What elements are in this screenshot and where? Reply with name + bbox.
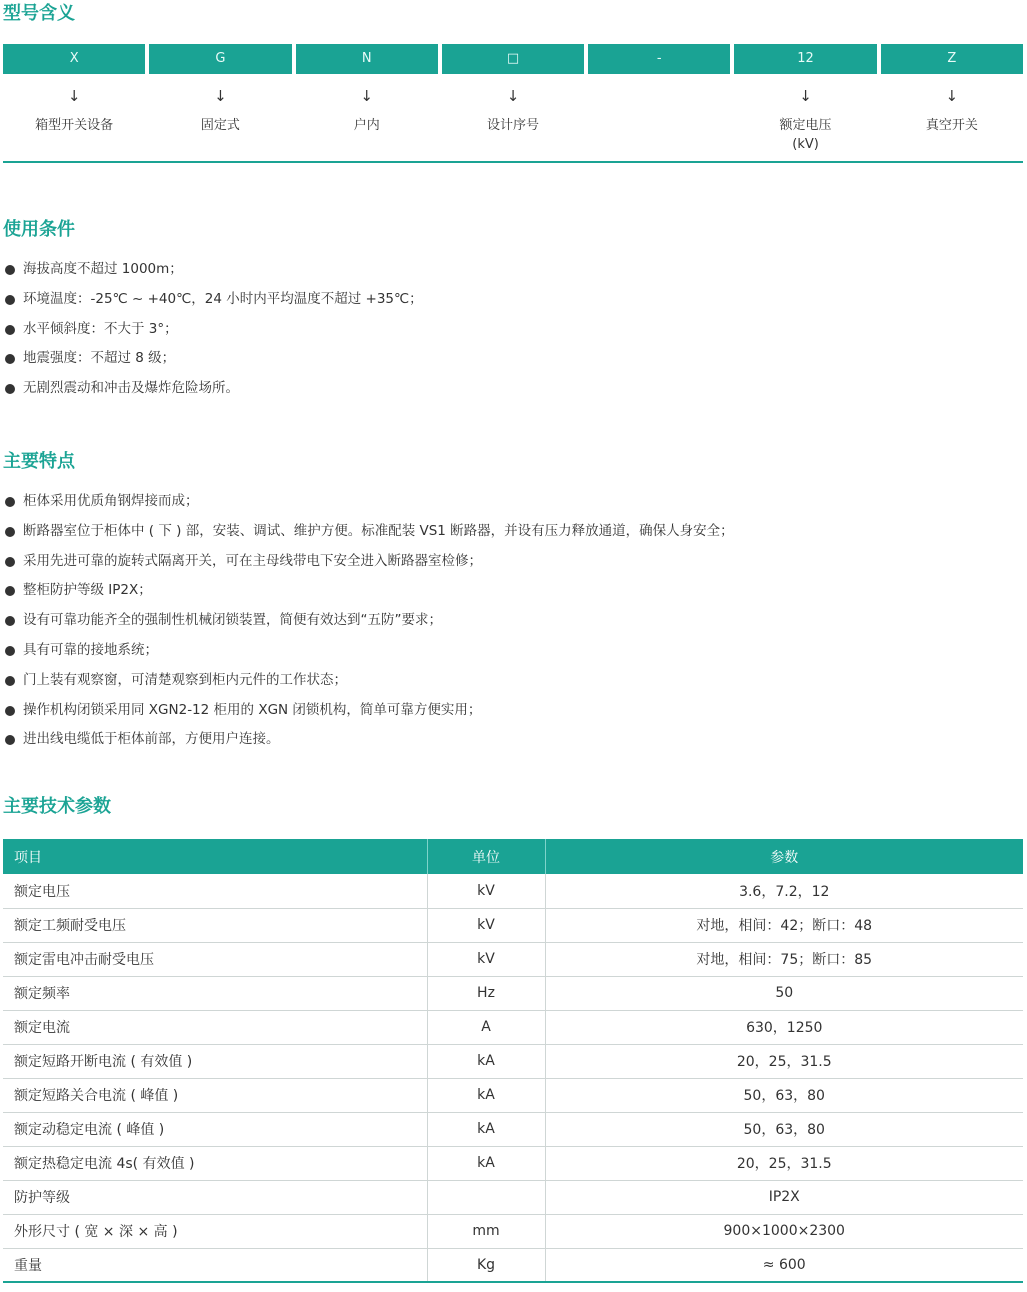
param-unit: mm bbox=[427, 1214, 545, 1248]
list-item bbox=[5, 315, 423, 345]
param-value: 对地，相间：42；断口：48 bbox=[545, 908, 1023, 942]
param-value: 50，63，80 bbox=[545, 1078, 1023, 1112]
param-unit: A bbox=[427, 1010, 545, 1044]
params-table bbox=[3, 839, 1023, 1283]
model-meaning: 箱型开关设备 bbox=[35, 118, 114, 133]
param-unit bbox=[427, 1180, 545, 1214]
column-header-unit: 单位 bbox=[427, 839, 545, 874]
param-name: 外形尺寸 ( 宽 × 深 × 高 ) bbox=[3, 1214, 427, 1248]
param-name: 额定短路开断电流 ( 有效值 ) bbox=[3, 1044, 427, 1078]
table-row bbox=[3, 908, 1023, 942]
down-arrow-icon: ↓ bbox=[799, 87, 812, 105]
list-item bbox=[5, 636, 734, 666]
param-unit: kA bbox=[427, 1044, 545, 1078]
table-row bbox=[3, 1180, 1023, 1214]
param-value: 50，63，80 bbox=[545, 1112, 1023, 1146]
bullet-dot-icon bbox=[5, 646, 15, 656]
list-item-text: 采用先进可靠的旋转式隔离开关，可在主母线带电下安全进入断路器室检修； bbox=[23, 552, 482, 569]
model-code-cell: Z bbox=[881, 44, 1023, 74]
bullet-dot-icon bbox=[5, 527, 15, 537]
column-header-value: 参数 bbox=[545, 839, 1023, 874]
bullet-dot-icon bbox=[5, 384, 15, 394]
bullet-dot-icon bbox=[5, 676, 15, 686]
table-row bbox=[3, 976, 1023, 1010]
param-name: 额定热稳定电流 4s( 有效值 ) bbox=[3, 1146, 427, 1180]
list-item bbox=[5, 255, 423, 285]
list-item bbox=[5, 576, 734, 606]
table-row bbox=[3, 874, 1023, 908]
list-item bbox=[5, 725, 734, 755]
param-value: 对地，相间：75；断口：85 bbox=[545, 942, 1023, 976]
model-code-cell: 12 bbox=[734, 44, 876, 74]
param-name: 额定短路关合电流 ( 峰值 ) bbox=[3, 1078, 427, 1112]
list-item-text: 门上装有观察窗，可清楚观察到柜内元件的工作状态； bbox=[23, 671, 347, 688]
list-item-text: 柜体采用优质角钢焊接而成； bbox=[23, 493, 199, 509]
param-value: 3.6，7.2，12 bbox=[545, 874, 1023, 908]
bullet-dot-icon bbox=[5, 557, 15, 567]
model-arrow-row bbox=[3, 86, 1023, 106]
model-section-title: 型号含义 bbox=[3, 3, 75, 24]
list-item-text: 进出线电缆低于柜体前部，方便用户连接。 bbox=[23, 731, 280, 748]
list-item bbox=[5, 666, 734, 696]
list-item bbox=[5, 285, 423, 315]
param-value: 630，1250 bbox=[545, 1010, 1023, 1044]
param-name: 重量 bbox=[3, 1248, 427, 1282]
table-row bbox=[3, 1248, 1023, 1282]
model-code-row bbox=[3, 44, 1023, 74]
table-row bbox=[3, 1078, 1023, 1112]
list-item-text: 海拔高度不超过 1000m； bbox=[23, 261, 183, 277]
model-meaning bbox=[588, 116, 730, 156]
list-item bbox=[5, 606, 734, 636]
down-arrow-icon: ↓ bbox=[67, 87, 81, 105]
model-meaning: 额定电压 (kV) bbox=[779, 118, 832, 152]
bullet-dot-icon bbox=[5, 706, 15, 716]
bullet-dot-icon bbox=[5, 586, 15, 596]
param-unit: kA bbox=[427, 1112, 545, 1146]
param-value: 20，25，31.5 bbox=[545, 1044, 1023, 1078]
table-row bbox=[3, 1112, 1023, 1146]
table-row bbox=[3, 942, 1023, 976]
down-arrow-icon: ↓ bbox=[506, 87, 520, 105]
param-value: 20，25，31.5 bbox=[545, 1146, 1023, 1180]
param-name: 额定动稳定电流 ( 峰值 ) bbox=[3, 1112, 427, 1146]
conditions-section-title: 使用条件 bbox=[3, 219, 75, 240]
model-meaning: 户内 bbox=[353, 118, 380, 133]
bullet-dot-icon bbox=[5, 616, 15, 626]
model-meaning: 固定式 bbox=[200, 118, 240, 133]
bullet-dot-icon bbox=[5, 325, 15, 335]
param-value: 50 bbox=[545, 976, 1023, 1010]
features-list bbox=[5, 487, 734, 755]
param-unit: Kg bbox=[427, 1248, 545, 1282]
model-code-cell: - bbox=[588, 44, 730, 74]
model-code-cell: N bbox=[296, 44, 438, 74]
table-row bbox=[3, 1044, 1023, 1078]
list-item-text: 水平倾斜度：不大于 3°； bbox=[23, 320, 178, 337]
features-section-title: 主要特点 bbox=[3, 451, 75, 472]
down-arrow-icon bbox=[588, 86, 730, 106]
bullet-dot-icon bbox=[5, 265, 15, 275]
list-item bbox=[5, 517, 734, 547]
model-divider bbox=[3, 161, 1023, 163]
model-code-cell: X bbox=[3, 44, 145, 74]
param-unit: Hz bbox=[427, 976, 545, 1010]
table-row bbox=[3, 1010, 1023, 1044]
down-arrow-icon: ↓ bbox=[214, 87, 227, 105]
down-arrow-icon: ↓ bbox=[360, 87, 373, 105]
bullet-dot-icon bbox=[5, 295, 15, 305]
list-item bbox=[5, 547, 734, 577]
model-meaning-row bbox=[3, 116, 1023, 156]
model-meaning: 设计序号 bbox=[486, 118, 539, 133]
list-item-text: 断路器室位于柜体中 ( 下 ) 部，安装、调试、维护方便。标准配装 VS1 断路器，并设有压力释放通道，确保人身安全； bbox=[23, 522, 734, 539]
model-code-cell: □ bbox=[442, 44, 584, 74]
param-unit: kV bbox=[427, 874, 545, 908]
column-header-item: 项目 bbox=[3, 839, 427, 874]
model-meaning: 真空开关 bbox=[925, 118, 978, 133]
param-unit: kV bbox=[427, 942, 545, 976]
param-name: 防护等级 bbox=[3, 1180, 427, 1214]
bullet-dot-icon bbox=[5, 497, 15, 507]
list-item-text: 具有可靠的接地系统； bbox=[23, 641, 158, 658]
param-value: 900×1000×2300 bbox=[545, 1214, 1023, 1248]
param-unit: kV bbox=[427, 908, 545, 942]
list-item bbox=[5, 487, 734, 517]
table-header-row bbox=[3, 839, 1023, 874]
param-unit: kA bbox=[427, 1078, 545, 1112]
bullet-dot-icon bbox=[5, 735, 15, 745]
list-item-text: 无剧烈震动和冲击及爆炸危险场所。 bbox=[23, 380, 239, 397]
list-item-text: 地震强度：不超过 8 级； bbox=[23, 350, 176, 367]
bullet-dot-icon bbox=[5, 354, 15, 364]
list-item-text: 整柜防护等级 IP2X； bbox=[23, 582, 152, 599]
table-row bbox=[3, 1214, 1023, 1248]
param-value: IP2X bbox=[545, 1180, 1023, 1214]
conditions-list bbox=[5, 255, 423, 404]
param-name: 额定工频耐受电压 bbox=[3, 908, 427, 942]
param-name: 额定电流 bbox=[3, 1010, 427, 1044]
param-name: 额定雷电冲击耐受电压 bbox=[3, 942, 427, 976]
down-arrow-icon: ↓ bbox=[945, 87, 959, 105]
list-item-text: 操作机构闭锁采用同 XGN2-12 柜用的 XGN 闭锁机构，简单可靠方便实用； bbox=[23, 701, 482, 718]
list-item bbox=[5, 344, 423, 374]
params-section-title: 主要技术参数 bbox=[3, 796, 111, 817]
param-value: ≈ 600 bbox=[545, 1248, 1023, 1282]
table-row bbox=[3, 1146, 1023, 1180]
list-item-text: 环境温度：-25℃ ~ +40℃，24 小时内平均温度不超过 +35℃； bbox=[23, 290, 423, 307]
list-item bbox=[5, 696, 734, 726]
list-item bbox=[5, 374, 423, 404]
list-item-text: 设有可靠功能齐全的强制性机械闭锁装置，简便有效达到“五防”要求； bbox=[23, 612, 442, 629]
param-name: 额定频率 bbox=[3, 976, 427, 1010]
model-code-cell: G bbox=[149, 44, 291, 74]
param-name: 额定电压 bbox=[3, 874, 427, 908]
param-unit: kA bbox=[427, 1146, 545, 1180]
